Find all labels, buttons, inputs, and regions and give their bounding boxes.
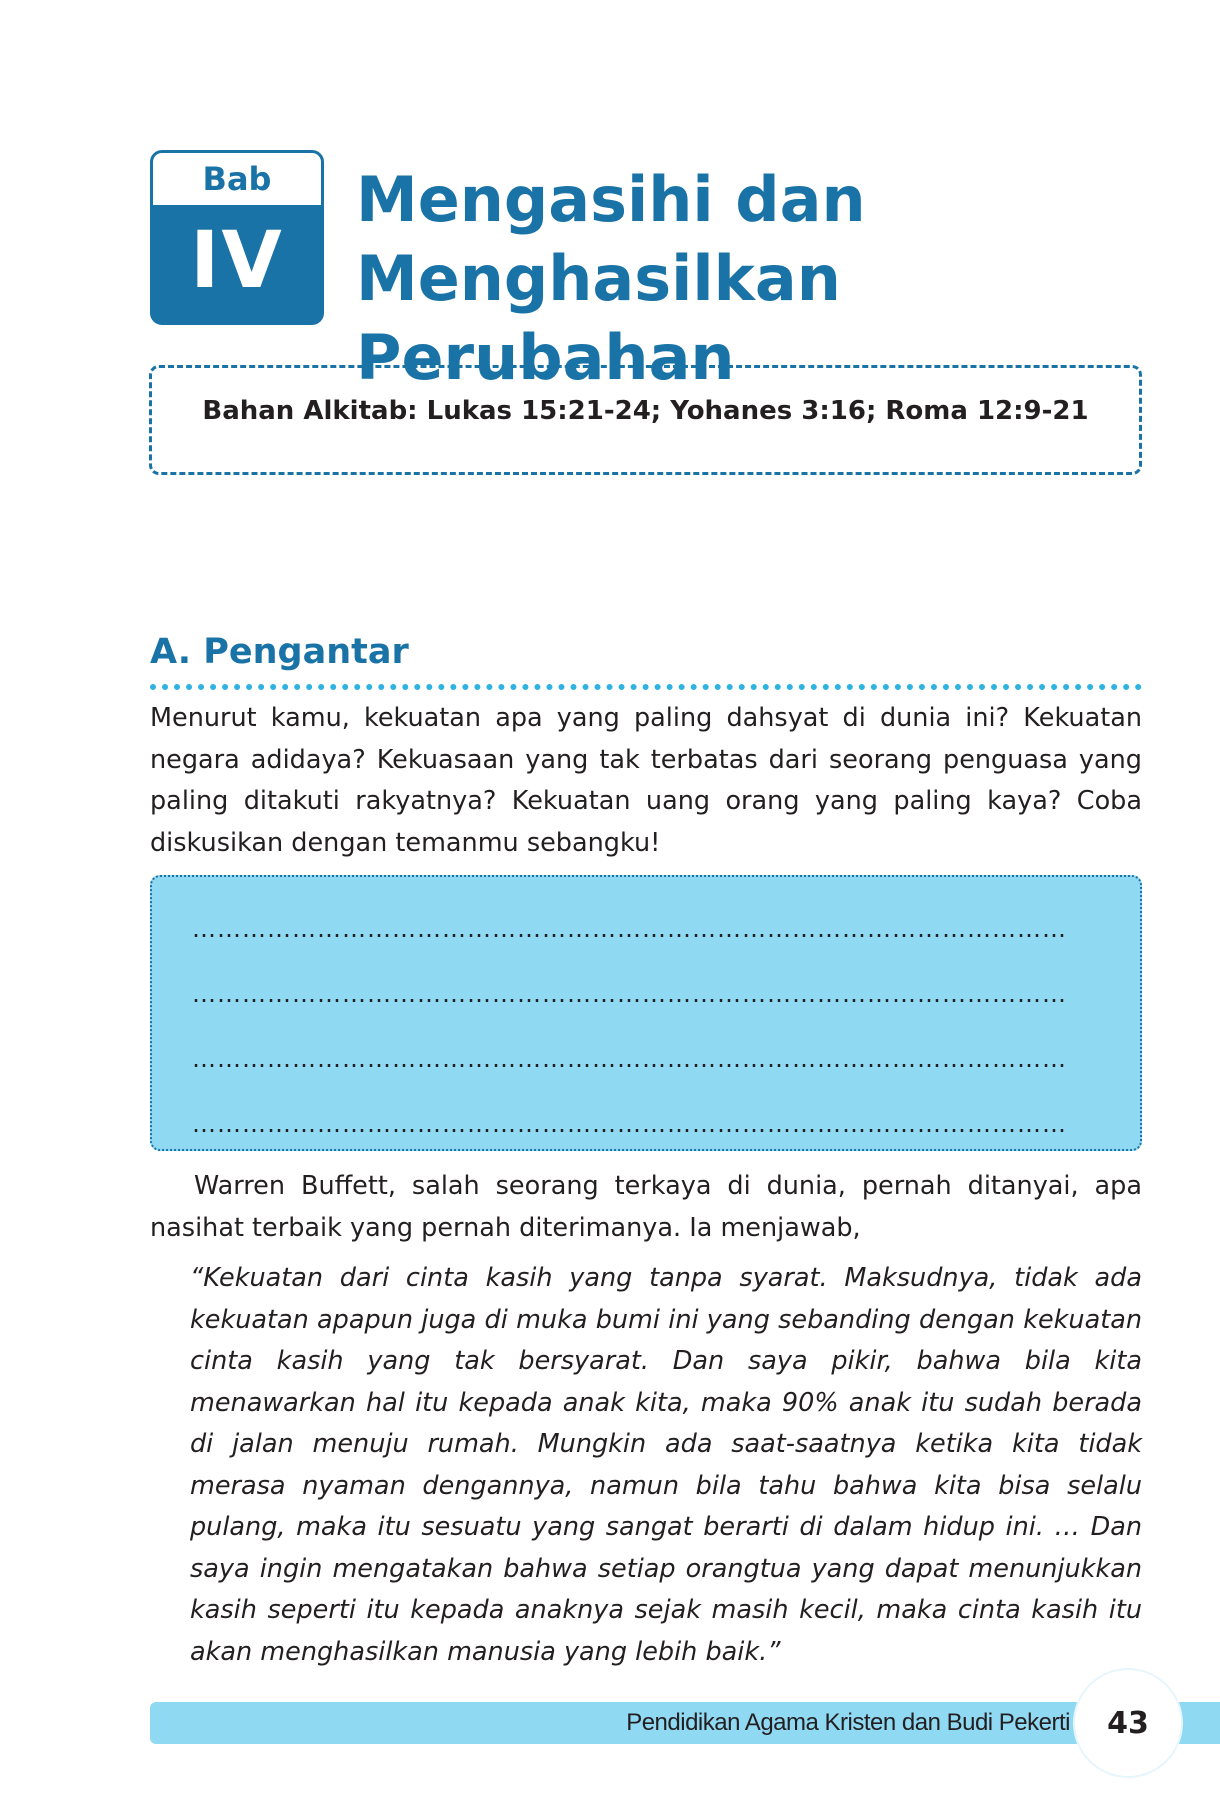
chapter-label: Bab	[153, 153, 321, 205]
section-divider	[150, 684, 1142, 690]
answer-line[interactable]: ……………………………………………………………………………………………	[192, 1045, 1067, 1073]
answer-box	[150, 875, 1142, 1151]
chapter-title	[356, 160, 1156, 397]
chapter-number: IV	[190, 216, 284, 306]
scripture-reference: Bahan Alkitab: Lukas 15:21-24; Yohanes 3:16; Roma 12:9-21	[202, 396, 1089, 426]
chapter-title-line1: Mengasihi dan	[356, 163, 866, 236]
answer-line[interactable]: ……………………………………………………………………………………………	[192, 980, 1067, 1008]
page-number: 43	[1107, 1705, 1149, 1741]
quote-block: “Kekuatan dari cinta kasih yang tanpa syarat. Maksudnya, tidak ada kekuatan apapun juga di muka bumi ini yang sebanding dengan kekuatan cinta kasih yang tak bersyarat. Dan saya pikir, bahwa bila kita menawarkan hal itu kepada anak kita, maka 90% anak itu sudah berada di jalan menuju rumah. Mungkin ada saat-saatnya ketika kita tidak merasa nyaman dengannya, namun bila tahu bahwa kita bisa selalu pulang, maka itu sesuatu yang sangat berarti di dalam hidup ini. … Dan saya ingin mengatakan bahwa setiap orangtua yang dapat menunjukkan kasih seperti itu kepada anaknya sejak masih kecil, maka cinta kasih itu akan menghasilkan manusia yang lebih baik.”	[190, 1263, 1142, 1667]
intro-paragraph: Menurut kamu, kekuatan apa yang paling dahsyat di dunia ini? Kekuatan negara adidaya? Kekuasaan yang tak terbatas dari seorang penguasa yang paling ditakuti rakyatnya? Kekuatan uang orang yang paling kaya? Coba diskusikan dengan temanmu sebangku!	[150, 703, 1142, 858]
chapter-title-line2: Menghasilkan Perubahan	[356, 242, 841, 394]
footer-band	[150, 1702, 1220, 1744]
chapter-badge	[150, 150, 324, 325]
scripture-box	[149, 365, 1142, 475]
answer-line[interactable]: ……………………………………………………………………………………………	[192, 1110, 1067, 1138]
section-heading: A. Pengantar	[150, 632, 409, 672]
answer-line[interactable]: ……………………………………………………………………………………………	[192, 915, 1067, 943]
footer-book-title: Pendidikan Agama Kristen dan Budi Pekerti	[626, 1709, 1070, 1736]
page-number-circle	[1073, 1668, 1183, 1778]
body-paragraph: Warren Buffett, salah seorang terkaya di dunia, pernah ditanyai, apa nasihat terbaik yang pernah diterimanya. Ia menjawab,	[150, 1171, 1142, 1243]
